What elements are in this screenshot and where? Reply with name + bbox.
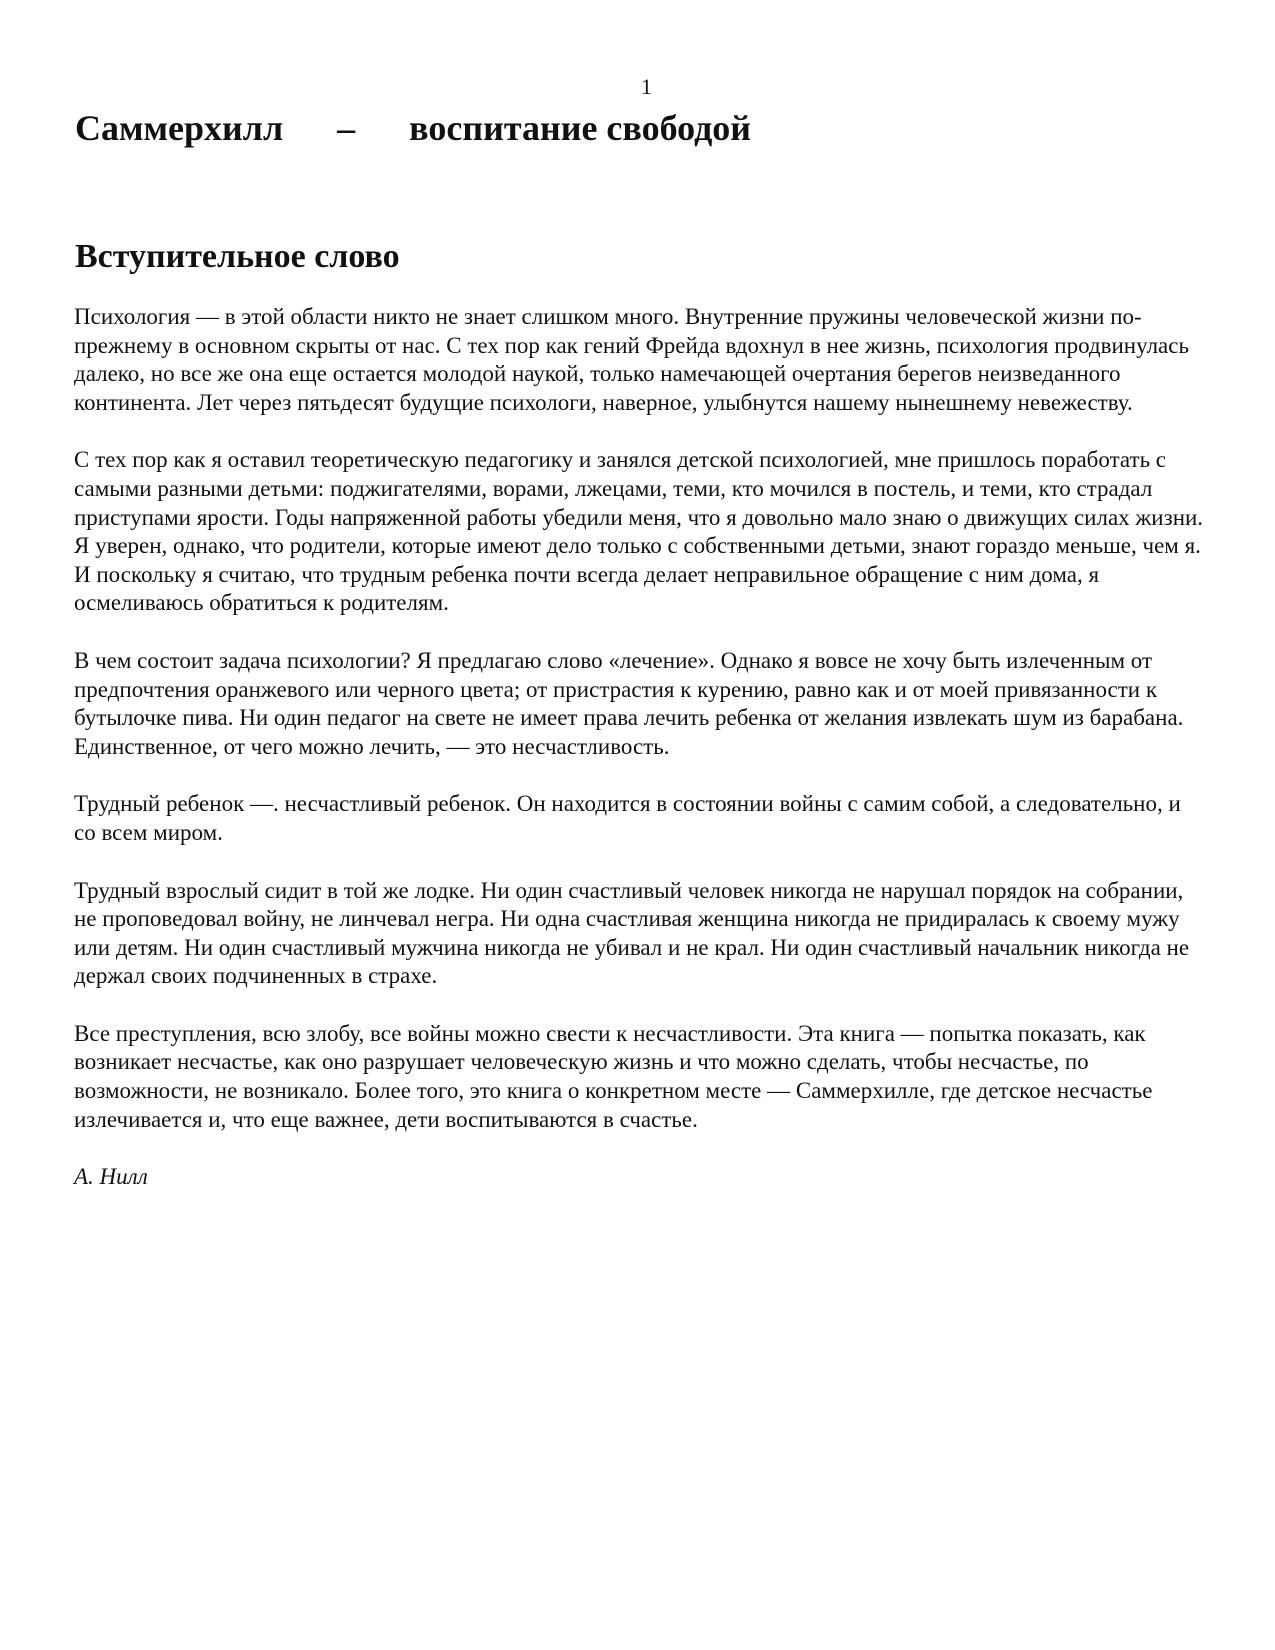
paragraph: Трудный ребенок —. несчастливый ребенок. Он находится в состоянии войны с самим собой, а следовательно, и со всем миром.	[74, 791, 1181, 845]
document-title: Саммерхилл – воспитание свободой	[75, 108, 752, 148]
paragraph: В чем состоит задача психологии? Я предлагаю слово «лечение». Однако я вовсе не хочу быть излеченным от предпочтения оранжевого или черного цвета; от пристрастия к курению, равно как и от моей привязанности к бутылочке пива. Ни один педагог на свете не имеет права лечить ребенка от желания извлекать шум из барабана. Единственное, от чего можно лечить, — это несчастливость.	[74, 647, 1184, 759]
body-text	[74, 303, 1204, 1221]
section-heading: Вступительное слово	[75, 238, 400, 275]
paragraph: Психология — в этой области никто не знает слишком много. Внутренние пружины человеческой жизни по-прежнему в основном скрыты от нас. С тех пор как гений Фрейда вдохнул в нее жизнь, психология продвинулась далеко, но все же она еще остается молодой наукой, только намечающей очертания берегов неизведанного континента. Лет через пятьдесят будущие психологи, наверное, улыбнутся нашему нынешнему невежеству.	[74, 304, 1189, 415]
paragraph: Все преступления, всю злобу, все войны можно свести к несчастливости. Эта книга — попытка показать, как возникает несчастье, как оно разрушает человеческую жизнь и что можно сделать, чтобы несчастье, по возможности, не возникало. Более того, это книга о конкретном месте — Саммерхилле, где детское несчастье излечивается и, что еще важнее, дети воспитываются в счастье.	[74, 1020, 1153, 1132]
author-signature: А. Нилл	[74, 1164, 148, 1190]
paragraph: С тех пор как я оставил теоретическую педагогику и занялся детской психологией, мне пришлось поработать с самыми разными детьми: поджигателями, ворами, лжецами, теми, кто мочился в постель, и теми, кто страдал приступами ярости. Годы напряженной работы убедили меня, что я довольно мало знаю о движущих силах жизни. Я уверен, однако, что родители, которые имеют дело только с собственными детьми, знают гораздо меньше, чем я. И поскольку я считаю, что трудным ребенка почти всегда делает неправильное обращение с ним дома, я осмеливаюсь обратиться к родителям.	[74, 447, 1204, 616]
page-number: 1	[641, 74, 652, 99]
paragraph: Трудный взрослый сидит в той же лодке. Ни один счастливый человек никогда не нарушал порядок на собрании, не проповедовал войну, не линчевал негра. Ни одна счастливая женщина никогда не придиралась к своему мужу или детям. Ни один счастливый мужчина никогда не убивал и не крал. Ни один счастливый начальник никогда не держал своих подчиненных в страхе.	[74, 877, 1190, 989]
